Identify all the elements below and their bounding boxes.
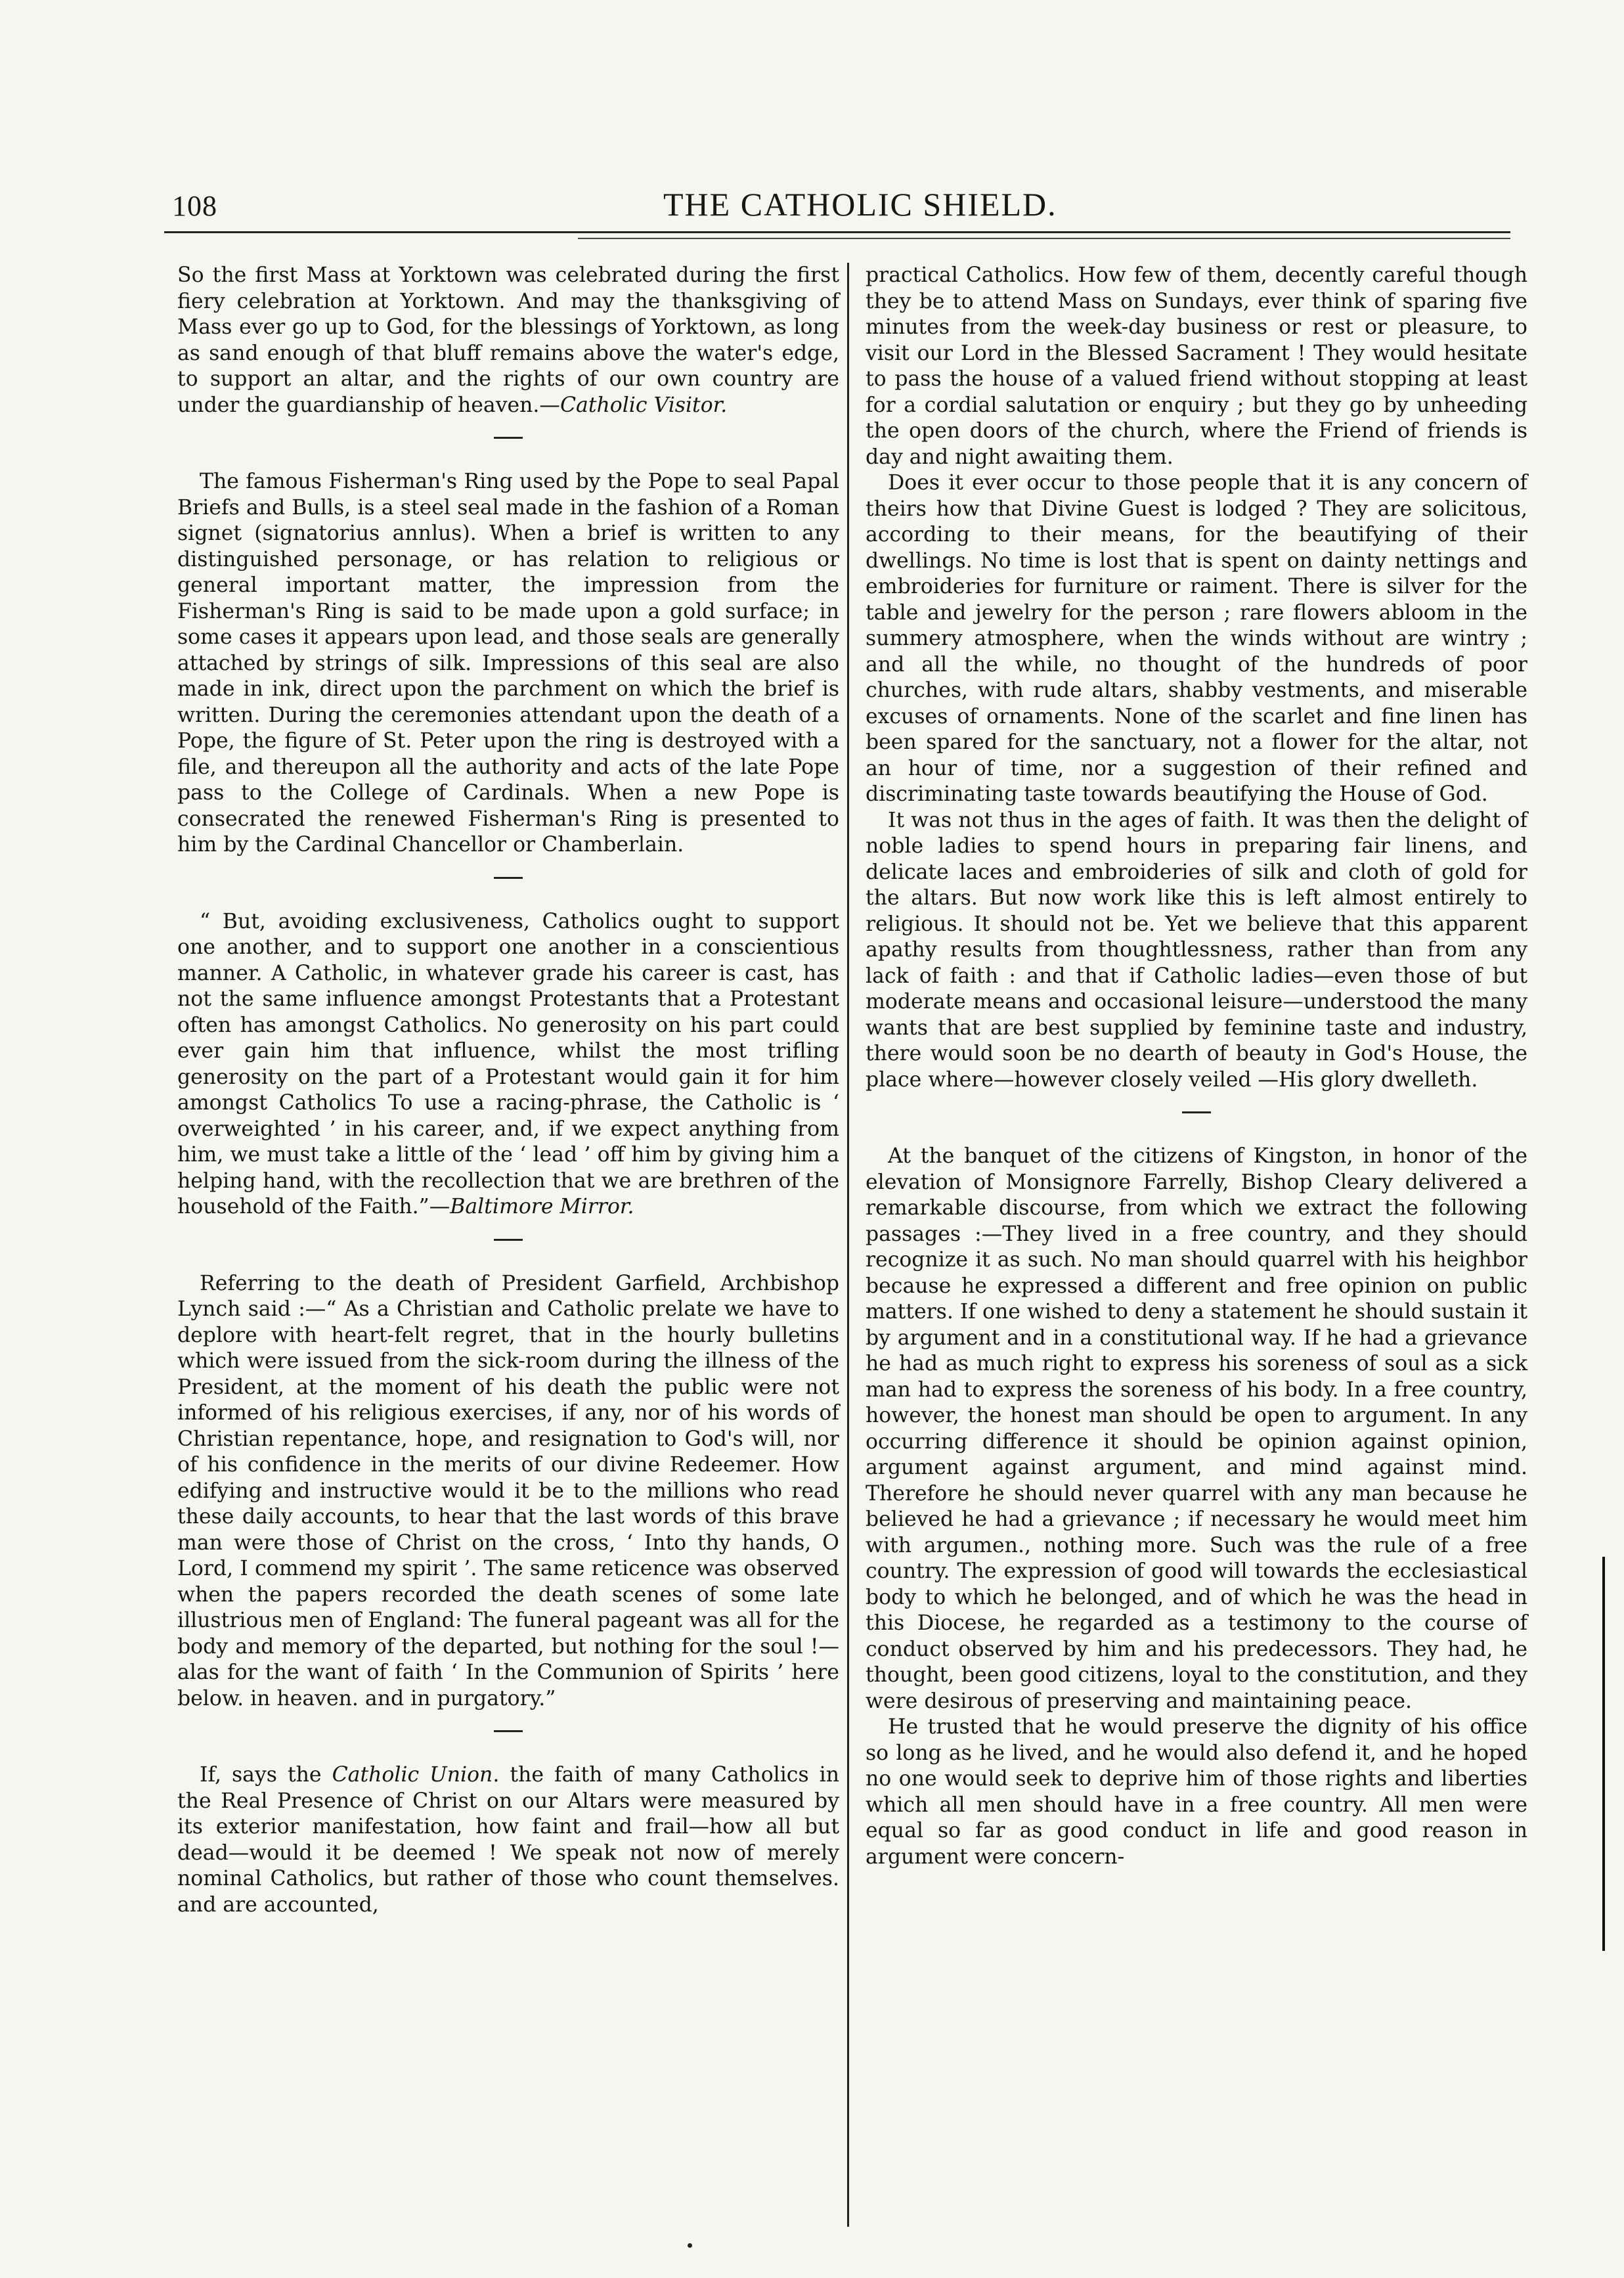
article-text: If, says the: [200, 1763, 332, 1787]
page-number: 108: [172, 190, 217, 222]
item-separator: [494, 437, 523, 439]
article-yorktown: [177, 263, 839, 418]
article-source: Catholic Visitor.: [560, 393, 728, 417]
item-separator: [494, 877, 523, 879]
article-kingston-banquet-cont: He trusted that he would preserve the dignity of his office so long as he lived, and he would also defend it, and he hoped no one would seek to deprive him of those rights and liberties which all men should have in a free country. All men were equal so far as good conduct in life and good reason in argument were concern-: [866, 1715, 1527, 1869]
article-exclusiveness: [177, 909, 839, 1220]
article-source: Catholic Union: [332, 1763, 493, 1787]
page-dot: [688, 2243, 692, 2248]
article-real-presence-cont: practical Catholics. How few of them, decently careful though they be to attend Mass on Sundays, ever think of sparing five minutes from the week-day business or rest or pleasure, to visit our Lord in the Blessed Sacrament ! They would hesitate to pass the house of a valued friend without stopping at least for a cordial salutation or enquiry ; but they go by unheeding the open doors of the church, where the Friend of friends is day and night awaiting them.: [866, 263, 1527, 469]
article-text: So the first Mass at Yorktown was celebrated during the first fiery celebration at Yorktown. And may the thanksgiving of Mass ever go up to God, for the blessings of Yorktown, as long as sand enough of that bluff remains above the water's edge, to support an altar, and the rights of our own country are under the guardianship of heaven.—: [177, 263, 839, 417]
article-source: Baltimore Mirror.: [450, 1195, 634, 1218]
article-text: . the faith of many Catholics in the Real Presence of Christ on our Altars were measured by its exterior manifestation, how faint and frail—how all but dead—would it be deemed ! We speak not now of merely nominal Catholics, but rather of those who count themselves. and are accounted,: [177, 1763, 840, 1917]
article-kingston-banquet: At the banquet of the citizens of Kingston, in honor of the elevation of Monsignore Farrelly, Bishop Cleary delivered a remarkable discourse, from which we extract the following passages :—They lived in a free country, and they should recognize it as such. No man should quarrel with his heighbor because he expressed a different and free opinion on public matters. If one wished to deny a statement he should sustain it by argument and in a constitutional way. If he had a grievance he had as much right to express his soreness of soul as a sick man had to express the soreness of his body. In a free country, however, the honest man should be open to argument. In any occurring difference it should be opinion against opinion, argument against argument, and mind against mind. Therefore he should never quarrel with any man because he believed he had a grievance ; if necessary he would meet him with argumen., nothing more. Such was the rule of a free country. The expression of good will towards the ecclesiastical body to which he belonged, and of which he was the head in this Diocese, he regarded as a testimony to the course of conduct observed by him and his predecessors. They had, he thought, been good citizens, loyal to the constitution, and they were desirous of preserving and maintaining peace.: [866, 1144, 1527, 1713]
item-separator: [1182, 1111, 1211, 1113]
header-rule-secondary: [578, 238, 1510, 239]
margin-mark: [1602, 1557, 1605, 1951]
left-column: [177, 263, 839, 1918]
page-title: THE CATHOLIC SHIELD.: [663, 186, 1057, 223]
article-garfield: Referring to the death of President Garfield, Archbishop Lynch said :—“ As a Christian and Catholic prelate we have to deplore with heart-felt regret, that in the hourly bulletins which were issued from the sick-room during the illness of the President, at the moment of his death the public were not informed of his religious exercises, if any, nor of his words of Christian repentance, hope, and resignation to God's will, nor of his confidence in the merits of our divine Redeemer. How edifying and instructive would it be to the millions who read these daily accounts, to hear that the last words of this brave man were those of Christ on the cross, ‘ Into thy hands, O Lord, I commend my spirit ’. The same reticence was observed when the papers recorded the death scenes of some late illustrious men of England: The funeral pageant was all for the body and memory of the departed, but nothing for the soul !—alas for the want of faith ‘ In the Communion of Spirits ’ here below. in heaven. and in purgatory.”: [177, 1271, 839, 1710]
article-real-presence: [177, 1762, 839, 1918]
article-text: “ But, avoiding exclusiveness, Catholics ought to support one another, and to support one another in a conscientious manner. A Catholic, in whatever grade his career is cast, has not the same influence amongst Protestants that a Protestant often has amongst Catholics. No generosity on his part could ever gain him that influence, whilst the most trifling generosity on the part of a Protestant would gain it for him amongst Catholics To use a racing-phrase, the Catholic is ‘ overweighted ’ in his career, and, if we expect anything from him, we must take a little of the ‘ lead ’ off him by giving him a helping hand, with the recollection that we are brethren of the household of the Faith.”—: [177, 909, 839, 1218]
article-divine-guest: Does it ever occur to those people that it is any concern of theirs how that Divine Guest is lodged ? They are solicitous, according to their means, for the beautifying of their dwellings. No time is lost that is spent on dainty nettings and embroideries for furniture or raiment. There is silver for the table and jewelry for the person ; rare flowers abloom in the summery atmosphere, when the winds without are wintry ; and all the while, no thought of the hundreds of poor churches, with rude altars, shabby vestments, and miserable excuses of ornaments. None of the scarlet and fine linen has been spared for the sanctuary, not a flower for the altar, not an hour of time, nor a suggestion of their refined and discriminating taste towards beautifying the House of God.: [866, 471, 1527, 806]
header-rule: [164, 231, 1510, 233]
article-fishermans-ring: The famous Fisherman's Ring used by the Pope to seal Papal Briefs and Bulls, is a steel seal made in the fashion of a Roman signet (signatorius annlus). When a brief is written to any distinguished personage, or has relation to religious or general important matter, the impression from the Fisherman's Ring is said to be made upon a gold surface; in some cases it appears upon lead, and those seals are generally attached by strings of silk. Impressions of this seal are also made in ink, direct upon the parchment on which the brief is written. During the ceremonies attendant upon the death of a Pope, the figure of St. Peter upon the ring is destroyed with a file, and thereupon all the authority and acts of the late Pope pass to the College of Cardinals. When a new Pope is consecrated the renewed Fisherman's Ring is presented to him by the Cardinal Chancellor or Chamberlain.: [177, 470, 839, 857]
item-separator: [494, 1239, 523, 1241]
item-separator: [494, 1730, 523, 1732]
column-divider: [847, 263, 849, 2227]
right-column: [866, 263, 1527, 1870]
article-ages-of-faith: It was not thus in the ages of faith. It was then the delight of noble ladies to spend hours in preparing fair linens, and delicate laces and embroideries of silk and cloth of gold for the altars. But now work like this is left almost entirely to religious. It should not be. Yet we believe that this apparent apathy results from thoughtlessness, rather than from any lack of faith : and that if Catholic ladies—even those of but moderate means and occasional leisure—understood the many wants that are best supplied by feminine taste and industry, there would soon be no dearth of beauty in God's House, the place where—however closely veiled —His glory dwelleth.: [866, 808, 1527, 1092]
